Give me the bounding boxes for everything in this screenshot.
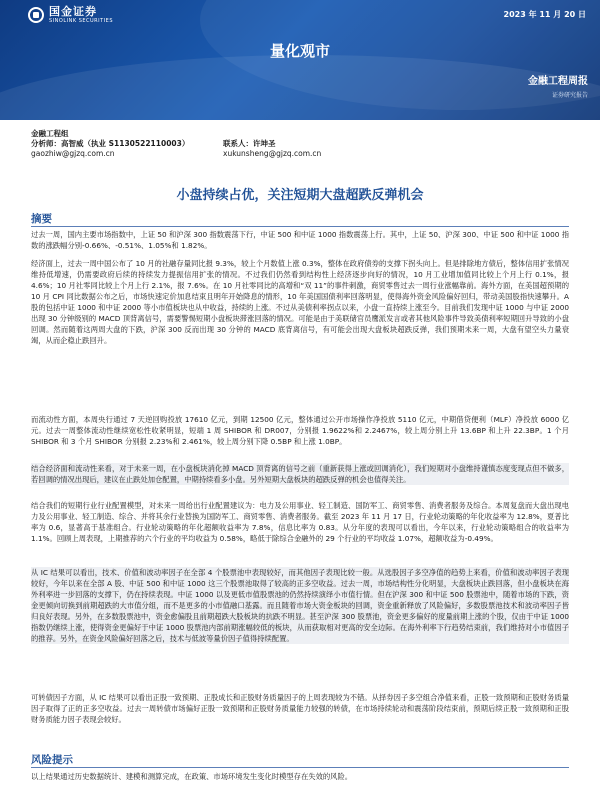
analyst-name: 分析师：高智威（执业 S1130522110003） bbox=[31, 139, 190, 148]
abstract-heading: 摘要 bbox=[31, 213, 52, 225]
team-name: 金融工程组 bbox=[31, 129, 69, 138]
convertible-bond-paragraph: 可转债因子方面，从 IC 结果可以看出正股一致预期、正股成长和正股财务质量因子的上周表现较为不错。从择券因子多空组合净值来看，正股一致预期和正股财务质量因子取得了正的正多空收益。过去一周转债市场偏好正股一致预期和正股财务质量能力较强的转债，在市场持续轮动和震荡阶段结束前，预期后续正股一致预期和正股财务质能力因子表现会较好。 bbox=[31, 693, 569, 724]
report-date: 2023 年 11 月 20 日 bbox=[503, 10, 586, 19]
report-type: 金融工程周报 bbox=[528, 76, 588, 87]
report-headline: 小盘持续占优，关注短期大盘超跌反弹机会 bbox=[176, 188, 424, 203]
outlook-paragraph: 结合经济面和流动性来看，对于未来一周，在小盘板块消化掉 MACD 顶背离的信号之前（重新获得上涨或回调消化），我们短期对小盘维持谨慎态度变现点但不做多，若回调的情况出现后，建议在止跌处加仓配置，中期持续看多小盘。另外短期大盘板块的超跌反弹的机会也值得关注。 bbox=[31, 464, 569, 484]
logo-name-en: SINOLINK SECURITIES bbox=[49, 18, 113, 24]
company-logo bbox=[28, 6, 113, 24]
section-divider bbox=[31, 767, 569, 768]
market-review-paragraph: 过去一周，国内主要市场指数中，上证 50 和沪深 300 指数震荡下行，中证 500 和中证 1000 指数震荡上行。其中，上证 50、沪深 300、中证 500 和中证 1000 指数的涨跌幅分别-0.66%、-0.51%、1.05%和 1.82%。 bbox=[31, 230, 569, 250]
contact-email: xukunsheng@gjzq.com.cn bbox=[223, 149, 322, 158]
logo-name-cn: 国金证券 bbox=[49, 5, 97, 18]
logo-icon bbox=[28, 7, 44, 23]
analyst-email: gaozhiw@gjzq.com.cn bbox=[31, 149, 115, 158]
author-info bbox=[31, 129, 571, 159]
section-divider bbox=[31, 226, 569, 227]
contact-name: 联系人：许坤圣 bbox=[223, 139, 276, 148]
industry-rotation-paragraph: 结合我们的短期行业行业配置模型，对未来一周给出行业配置建议为：电力及公用事业、轻工制造、国防军工、商贸零售、消费者服务及综合。本周复盘而大盘出现电力及公用事业、轻工制造、综合、并将其余行业替换为国防军工、商贸零售、消费者服务。截至 2023 年 11 月 17 日，行业轮动策略的年化收益率为 12.8%，夏普比率为 0.6，显著高于基准组合。行业轮动策略的年化超额收益率为 7.8%，信息比率为 0.83。从分年度的表现可以看出，今年以来，行业轮动策略组合的收益率为 1.1%。回顾上周表现，上期推荐的六个行业的平均收益为 0.58%，略低于除综合金融外的 29 个行业的平均收益 1.07%，超额收益为-0.49%。 bbox=[31, 501, 569, 543]
report-title: 量化观市 bbox=[269, 42, 330, 60]
risk-paragraph: 以上结果通过历史数据统计、建模和测算完成，在政策、市场环境发生变化时模型存在失效的风险。 bbox=[31, 772, 353, 781]
economy-paragraph: 经济面上，过去一周中国公布了 10 月的社融存量同比报 9.3%，较上个月数值上涨 0.3%，整体在政府债券的支撑下拐头向上。但是排除地方债后，整体信用扩张情况维持低增速，仍需要政府后续的持续发力提振信用扩张的情况。不过我们仍然看到结构性上经济逐步向好的情况，10 月工业增加值同比较上个月上行 0.1%，报 4.6%；10 月社零同比较上个月上行 2.1%，报 7.6%。在 10 月社零同比的高增和“双 11”的事件刺激，商贸零售过去一周行业涨幅靠前。海外方面，在美国超预期的 10 月 CPI 同比数据公布之后，市场快速定价加息结束且明年开始降息的情形，10 年美国国债利率回落明显，使得海外资金风险偏好回归，带动美国股指快速攀升。A 股的包括中证 1000 和中证 2000 等小市值板块也从中收益，持续的上涨。不过从美债利率拐点以来，小盘一直持续上涨至今。目前我们发现中证 1000 与中证 2000 出现 30 分钟级别的 MACD 顶背离信号，需要警惕短期小盘板块滞涨回落的情况。可能是由于美联储官员鹰派发言或者其他风险事件导致美债利率短期回升导致的小盘回调。然而随着这两周大盘的下跌，沪深 300 反而出现 30 分钟的 MACD 底背离信号，有可能会出现大盘板块超跌反弹，我们预期未来一周，大盘有望空头力量衰竭，从而企稳止跌回升。 bbox=[31, 259, 569, 345]
report-header-banner bbox=[0, 0, 600, 120]
liquidity-paragraph: 而流动性方面，本周央行通过 7 天逆回购投放 17610 亿元，到期 12500 亿元，整体通过公开市场操作净投放 5110 亿元，中期借贷便利（MLF）净投放 6000 亿元。过去一周整体流动性继续宽松性收紧明显，短端 1 周 SHIBOR 和 DR007，分别报 1.9622%和 2.2467%，较上周分别上升 13.6BP 和上升 22.3BP。1 个月 SHIBOR 和 3 个月 SHIBOR 分别报 2.23%和 2.461%，较上周分别下降 0.5BP 和上涨 1.0BP。 bbox=[31, 415, 569, 446]
risk-heading: 风险提示 bbox=[31, 754, 73, 766]
report-category: 证券研究报告 bbox=[551, 92, 588, 99]
factor-paragraph: 从 IC 结果可以看出，技术、价值和波动率因子在全部 4 个股票池中表现较好，而其他因子表现比较一般。从选股因子多空净值的趋势上来看，价值和波动率因子表现较好，今年以来在全部 A 股、中证 500 和中证 1000 这三个股票池取得了较高的正多空收益。过去一周，市场结构性分化明显，大盘板块止跌回落，但小盘板块在海外利率进一步回落的支撑下，仍在持续表现。中证 1000 以及更低市值股票池的仍然持续演绎小市值行情。但在沪深 300 和中证 500 股票池中，随着市场的下跌，资金更倾向切换到前期超跌的大市值分组，而不是更多的小市值融口基露。而且随着市场大资金板块的回调，资金重新释放了风险偏好，多数股票池技术和波动率因子皆归良好表现。另外，在多数股票池中，资金愈偏股且前期超跌大股板块的抗跌不明显。甚至沪深 300 股票池，资金更多偏好的度量前期上涨的个股，仅由于中证 1000 指数仍继续上涨，使得资金更偏好于中证 1000 股票池内部前期涨幅较低的板块，从而获取相对更高的安全边际。在海外利率下行趋势结束前，我们维持对小市值因子的推荐。另外，在资金风险偏好回落之后，技术与低波等量价因子值得持续配置。 bbox=[31, 568, 569, 643]
